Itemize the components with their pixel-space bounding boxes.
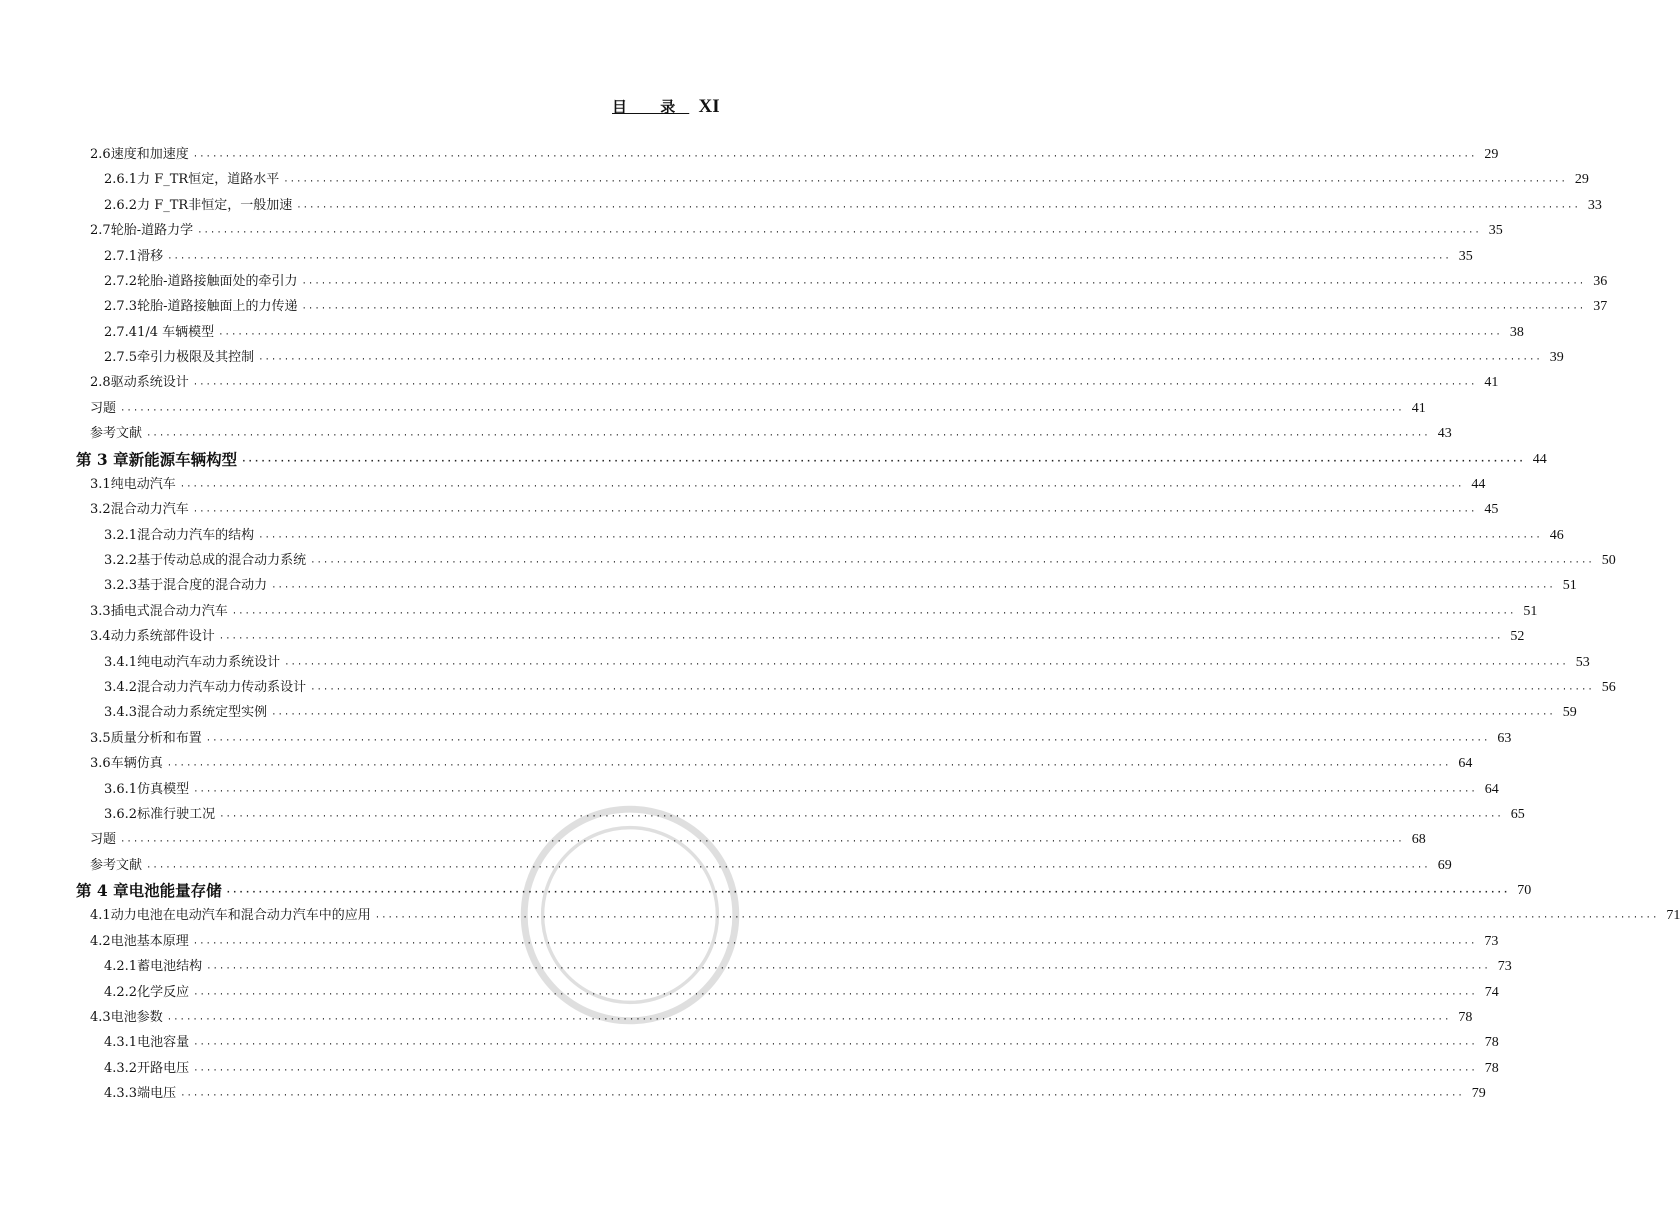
toc-entry-row[interactable]	[90, 143, 1499, 163]
toc-entry-title: 混合动力系统定型实例	[137, 705, 268, 721]
toc-entry-row[interactable]	[90, 828, 1426, 848]
toc-entry-row[interactable]	[104, 574, 1577, 594]
toc-entry-row[interactable]	[104, 549, 1616, 569]
toc-dot-leader: ········································································································································································································	[167, 253, 1451, 264]
toc-entry-number: 3.5	[90, 730, 111, 746]
toc-entry-title: 动力系统部件设计	[110, 629, 215, 645]
toc-entry-number: 4.2.1	[104, 959, 138, 975]
toc-page-number: 29	[1574, 172, 1589, 188]
toc-entry-number: 3.6.1	[104, 781, 138, 797]
toc-page-number: 56	[1601, 679, 1616, 695]
toc-entry-title: 参考文献	[90, 857, 143, 873]
toc-dot-leader: ········································································································································································································	[225, 888, 1510, 899]
toc-dot-leader: ········································································································································································································	[283, 177, 1567, 188]
toc-entry-title: 力 F_TR恒定，道路水平	[137, 172, 280, 188]
toc-page-number: 59	[1562, 705, 1577, 721]
toc-entry-row[interactable]	[90, 854, 1452, 874]
toc-entry-number: 3.2	[90, 502, 111, 518]
toc-entry-row[interactable]	[104, 1031, 1499, 1051]
toc-chapter-row[interactable]	[76, 879, 1532, 901]
toc-entry-title: 插电式混合动力汽车	[110, 603, 228, 619]
toc-entry-row[interactable]	[104, 524, 1564, 544]
toc-entry-row[interactable]	[90, 1006, 1473, 1026]
toc-entry-number: 2.6.1	[104, 172, 138, 188]
toc-entry-title: 质量分析和布置	[110, 730, 202, 746]
toc-dot-leader: ········································································································································································································	[219, 811, 1503, 822]
toc-dot-leader: ········································································································································································································	[179, 481, 1464, 492]
toc-entry-row[interactable]	[104, 1082, 1486, 1102]
toc-entry-title: 轮胎-道路力学	[110, 223, 194, 239]
toc-entry-number: 4.3.2	[104, 1060, 138, 1076]
toc-entry-title: 端电压	[137, 1086, 177, 1102]
toc-entry-row[interactable]	[104, 194, 1602, 214]
toc-page-number: 78	[1458, 1009, 1473, 1025]
toc-entry-number: 第 3 章	[76, 449, 129, 469]
toc-dot-leader: ········································································································································································································	[296, 202, 1580, 213]
toc-entry-title: 基于传动总成的混合动力系统	[137, 553, 307, 569]
toc-entry-number: 3.2.2	[104, 553, 138, 569]
toc-entry-title: 习题	[90, 832, 117, 848]
toc-page-number: 29	[1484, 147, 1499, 162]
toc-entry-number: 3.4	[90, 629, 111, 645]
toc-entry-row[interactable]	[104, 676, 1616, 696]
toc-entry-title: 电池参数	[110, 1009, 163, 1025]
toc-dot-leader: ········································································································································································································	[120, 405, 1404, 416]
toc-entry-title: 纯电动汽车	[110, 476, 176, 492]
toc-page-number: 73	[1484, 933, 1499, 949]
toc-entry-number: 3.3	[90, 603, 111, 619]
toc-entry-title: 参考文献	[90, 426, 143, 442]
toc-entry-title: 新能源车辆构型	[128, 449, 238, 469]
toc-entry-number: 3.2.3	[104, 578, 138, 594]
toc-entry-row[interactable]	[90, 473, 1486, 493]
toc-entry-number: 2.7.5	[104, 350, 138, 366]
toc-dot-leader: ········································································································································································································	[146, 862, 1430, 873]
toc-dot-leader: ········································································································································································································	[301, 304, 1586, 315]
toc-dot-leader: ········································································································································································································	[192, 152, 1477, 162]
toc-entry-title: 标准行驶工况	[137, 806, 216, 822]
toc-entry-number: 4.3.3	[104, 1086, 138, 1102]
toc-page-number: 36	[1593, 273, 1608, 289]
toc-dot-leader: ········································································································································································································	[197, 228, 1481, 239]
toc-dot-leader: ········································································································································································································	[166, 1014, 1451, 1025]
toc-page-number: 73	[1497, 959, 1512, 975]
toc-dot-leader: ········································································································································································································	[146, 431, 1430, 442]
toc-entry-title: 开路电压	[137, 1060, 190, 1076]
toc-page-number: 50	[1601, 553, 1616, 569]
toc-page-number: 69	[1437, 857, 1452, 873]
toc-dot-leader: ········································································································································································································	[284, 659, 1568, 670]
toc-dot-leader: ········································································································································································································	[258, 355, 1542, 366]
toc-page-number: 38	[1509, 324, 1524, 340]
toc-dot-leader: ········································································································································································································	[206, 964, 1490, 975]
toc-entry-row[interactable]	[90, 219, 1503, 239]
toc-entry-row[interactable]	[104, 168, 1589, 188]
toc-dot-leader: ········································································································································································································	[258, 532, 1542, 543]
toc-dot-leader: ········································································································································································································	[193, 1065, 1477, 1076]
toc-entry-row[interactable]	[104, 955, 1512, 975]
toc-entry-number: 2.8	[90, 375, 111, 391]
toc-entry-number: 3.2.1	[104, 527, 138, 543]
toc-page-number: 33	[1587, 197, 1602, 213]
toc-entry-title: 车辆仿真	[110, 756, 163, 772]
toc-entry-row[interactable]	[90, 600, 1538, 620]
toc-chapter-row[interactable]	[76, 448, 1547, 469]
toc-entry-number: 2.6	[90, 147, 111, 162]
toc-entry-row[interactable]	[104, 803, 1525, 823]
toc-entry-row[interactable]	[104, 245, 1473, 265]
toc-entry-title: 混合动力汽车动力传动系设计	[137, 679, 307, 695]
toc-entry-title: 驱动系统设计	[110, 375, 189, 391]
toc-dot-leader: ········································································································································································································	[193, 786, 1477, 797]
toc-entry-row[interactable]	[104, 295, 1608, 315]
toc-entry-number: 2.7.3	[104, 299, 138, 315]
toc-dot-leader: ········································································································································································································	[193, 1040, 1477, 1051]
toc-page-number: 41	[1484, 375, 1499, 391]
toc-entry-number: 4.1	[90, 908, 111, 924]
toc-page-number: 51	[1562, 578, 1577, 594]
toc-entry-title: 混合动力汽车的结构	[137, 527, 255, 543]
toc-entry-title: 轮胎-道路接触面上的力传递	[137, 299, 298, 315]
toc-dot-leader: ········································································································································································································	[231, 608, 1516, 619]
toc-entry-row[interactable]	[90, 727, 1512, 747]
toc-entry-number: 3.4.2	[104, 679, 138, 695]
toc-page-number: 35	[1458, 248, 1473, 264]
toc-entry-row[interactable]	[104, 778, 1499, 798]
toc-entry-row[interactable]	[104, 981, 1499, 1001]
toc-dot-leader: ········································································································································································································	[192, 507, 1477, 518]
toc-entry-title: 蓄电池结构	[137, 959, 203, 975]
toc-page-number: 64	[1484, 781, 1499, 797]
toc-entry-row[interactable]	[104, 321, 1524, 341]
toc-entry-row[interactable]	[90, 371, 1499, 391]
toc-dot-leader: ········································································································································································································	[271, 710, 1555, 721]
toc-page-number: 45	[1484, 502, 1499, 518]
toc-dot-leader: ········································································································································································································	[374, 913, 1659, 924]
toc-dot-leader: ········································································································································································································	[205, 735, 1490, 746]
toc-entry-number: 3.6.2	[104, 806, 138, 822]
toc-entry-title: 动力电池在电动汽车和混合动力汽车中的应用	[110, 908, 371, 924]
toc-page-number: 52	[1510, 629, 1525, 645]
toc-entry-number: 3.6	[90, 756, 111, 772]
toc-entry-number: 3.4.3	[104, 705, 138, 721]
header-page-number: XI	[698, 96, 720, 117]
toc-entry-title: 力 F_TR非恒定，一般加速	[137, 197, 293, 213]
toc-entry-number: 4.3	[90, 1009, 111, 1025]
toc-page-number: 46	[1549, 527, 1564, 543]
toc-entry-row[interactable]	[90, 930, 1499, 950]
toc-entry-number: 2.7.1	[104, 248, 138, 264]
toc-entry-title: 电池能量存储	[128, 881, 222, 901]
toc-dot-leader: ········································································································································································································	[120, 837, 1404, 848]
toc-page-number: 64	[1458, 756, 1473, 772]
toc-dot-leader: ········································································································································································································	[218, 634, 1503, 645]
toc-entry-row[interactable]	[104, 1057, 1499, 1077]
toc-page-number: 71	[1666, 908, 1680, 924]
toc-entry-number: 2.7	[90, 223, 111, 239]
toc-page-number: 78	[1484, 1060, 1499, 1076]
toc-entry-row[interactable]	[90, 498, 1499, 518]
toc-dot-leader: ········································································································································································································	[301, 278, 1586, 289]
toc-page-number: 79	[1471, 1086, 1486, 1102]
toc-entry-number: 4.2	[90, 933, 111, 949]
toc-entry-row[interactable]	[104, 651, 1590, 671]
toc-entry-row[interactable]	[90, 625, 1525, 645]
toc-entry-number: 4.3.1	[104, 1035, 138, 1051]
toc-entry-title: 1/4 车辆模型	[137, 324, 215, 340]
toc-dot-leader: ········································································································································································································	[180, 1091, 1464, 1102]
toc-entry-title: 化学反应	[137, 984, 190, 1000]
toc-entry-row[interactable]	[90, 422, 1452, 442]
toc-entry-number: 第 4 章	[76, 881, 129, 901]
toc-entry-row[interactable]	[104, 701, 1577, 721]
toc-page-number: 35	[1488, 223, 1503, 239]
toc-page-number: 63	[1497, 730, 1512, 746]
toc-dot-leader: ········································································································································································································	[310, 558, 1594, 569]
toc-page-number: 39	[1549, 350, 1564, 366]
toc-page-number: 78	[1484, 1035, 1499, 1051]
header-label: 目 录	[612, 98, 690, 116]
toc-entry-row[interactable]	[104, 270, 1608, 290]
toc-dot-leader: ········································································································································································································	[271, 583, 1555, 594]
toc-entry-title: 牵引力极限及其控制	[137, 350, 255, 366]
toc-page-number: 65	[1510, 806, 1525, 822]
toc-page-number: 41	[1411, 400, 1426, 416]
toc-entry-number: 3.1	[90, 476, 111, 492]
toc-entry-number: 4.2.2	[104, 984, 138, 1000]
toc-entry-row[interactable]	[90, 904, 1680, 924]
toc-dot-leader: ········································································································································································································	[192, 938, 1477, 949]
toc-dot-leader: ········································································································································································································	[241, 456, 1525, 467]
toc-entry-title: 轮胎-道路接触面处的牵引力	[137, 273, 298, 289]
toc-page-number: 44	[1532, 451, 1547, 467]
toc-entry-title: 基于混合度的混合动力	[137, 578, 268, 594]
toc-page-number: 37	[1593, 299, 1608, 315]
toc-entry-number: 2.7.4	[104, 324, 138, 340]
toc-page-number: 44	[1471, 476, 1486, 492]
toc-dot-leader: ········································································································································································································	[310, 684, 1594, 695]
toc-page-number: 70	[1517, 883, 1532, 899]
toc-page-number: 74	[1484, 984, 1499, 1000]
toc-entry-number: 2.7.2	[104, 273, 138, 289]
toc-dot-leader: ········································································································································································································	[192, 380, 1477, 391]
toc-dot-leader: ········································································································································································································	[193, 989, 1477, 1000]
toc-dot-leader: ········································································································································································································	[166, 761, 1451, 772]
toc-page-number: 51	[1523, 603, 1538, 619]
toc-page-number: 53	[1575, 654, 1590, 670]
toc-dot-leader: ········································································································································································································	[218, 329, 1502, 340]
toc-page-number: 68	[1411, 832, 1426, 848]
toc-entry-row[interactable]	[90, 752, 1473, 772]
toc-entry-number: 2.6.2	[104, 197, 138, 213]
toc-entry-title: 习题	[90, 400, 117, 416]
toc-entry-number: 3.4.1	[104, 654, 138, 670]
toc-entry-row[interactable]	[90, 397, 1426, 417]
toc-page-number: 43	[1437, 426, 1452, 442]
toc-entry-title: 速度和加速度	[110, 147, 189, 162]
toc-entry-title: 纯电动汽车动力系统设计	[137, 654, 281, 670]
toc-entry-title: 仿真模型	[137, 781, 190, 797]
toc-entry-title: 滑移	[137, 248, 164, 264]
toc-entry-title: 混合动力汽车	[110, 502, 189, 518]
toc-entry-title: 电池基本原理	[110, 933, 189, 949]
toc-entry-title: 电池容量	[137, 1035, 190, 1051]
toc-entry-row[interactable]	[104, 346, 1564, 366]
